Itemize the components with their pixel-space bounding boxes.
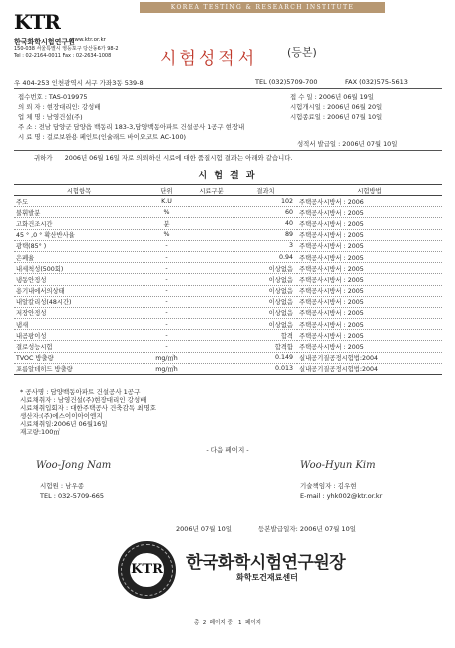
result-item: 불휘발분 bbox=[14, 207, 144, 218]
result-method: 주택공사시방서 : 2005 bbox=[297, 274, 442, 285]
result-item: 45 ° ,0 ° 확산반사율 bbox=[14, 229, 144, 240]
result-item: 고화건조시간 bbox=[14, 218, 144, 229]
test-dates bbox=[290, 92, 440, 122]
results-heading: 시 험 결 과 bbox=[198, 171, 257, 181]
seal-logo-icon: KTR bbox=[130, 553, 164, 587]
document-title: 시험성적서 bbox=[160, 49, 258, 69]
receipt-date: 접 수 일 : 2006년 06월 19일 bbox=[290, 93, 374, 101]
result-unit: - bbox=[144, 307, 189, 318]
result-row bbox=[14, 229, 442, 240]
result-unit: - bbox=[144, 296, 189, 307]
client: 의 뢰 자 : 현장대리인: 강성배 bbox=[18, 103, 101, 111]
test-end-date: 시험종료일 : 2006년 07월 10일 bbox=[290, 113, 383, 121]
next-page-marker: - 다음 페이지 - bbox=[206, 446, 249, 454]
result-item: 결로성능시험 bbox=[14, 341, 144, 352]
result-sample bbox=[189, 240, 234, 251]
result-sample bbox=[189, 263, 234, 274]
results-header-row bbox=[14, 185, 442, 196]
result-item: 주도 bbox=[14, 196, 144, 207]
result-unit: % bbox=[144, 229, 189, 240]
result-method: 주택공사시방서 : 2005 bbox=[297, 229, 442, 240]
result-method: 주택공사시방서 : 2005 bbox=[297, 207, 442, 218]
notes bbox=[20, 388, 156, 436]
result-sample bbox=[189, 307, 234, 318]
result-row bbox=[14, 263, 442, 274]
institute-banner: KOREA TESTING & RESEARCH INSTITUTE bbox=[140, 2, 385, 13]
result-row bbox=[14, 319, 442, 330]
lab-tel: TEL (032)5709-700 bbox=[255, 78, 318, 86]
manager-signature: Woo-Hyun Kim bbox=[300, 460, 376, 471]
result-value: 이상없음 bbox=[234, 285, 297, 296]
result-unit: - bbox=[144, 285, 189, 296]
column-header-unit: 단위 bbox=[144, 185, 189, 196]
result-method: 주택공사시방서 : 2005 bbox=[297, 285, 442, 296]
result-sample bbox=[189, 218, 234, 229]
company-name: 업 체 명 : 남영건설(주) bbox=[18, 113, 83, 121]
result-sample bbox=[189, 196, 234, 207]
result-method: 주택공사시방서 : 2005 bbox=[297, 263, 442, 274]
result-method: 주택공사시방서 : 2006 bbox=[297, 196, 442, 207]
document-title-suffix: (등본) bbox=[287, 46, 317, 59]
result-value: 60 bbox=[234, 207, 297, 218]
result-item: 광택(85° ) bbox=[14, 240, 144, 251]
column-header-item: 시험항목 bbox=[14, 185, 144, 196]
result-unit: - bbox=[144, 263, 189, 274]
result-row bbox=[14, 218, 442, 229]
result-sample bbox=[189, 352, 234, 363]
org-address-line: 150-038 서울특별시 영등포구 당산동6가 98-2 bbox=[14, 46, 119, 52]
result-unit: - bbox=[144, 240, 189, 251]
result-sample bbox=[189, 274, 234, 285]
result-row bbox=[14, 251, 442, 262]
president-title: 한국화학시험연구원장 bbox=[186, 553, 346, 573]
tester-tel: TEL : 032-5709-665 bbox=[40, 492, 105, 500]
result-row bbox=[14, 285, 442, 296]
request-info bbox=[18, 92, 288, 142]
result-item: 냉동안정성 bbox=[14, 274, 144, 285]
result-value: 이상없음 bbox=[234, 296, 297, 307]
result-item: 은폐율 bbox=[14, 251, 144, 262]
tester-signature: Woo-Jong Nam bbox=[36, 460, 112, 471]
result-value: 0.013 bbox=[234, 363, 297, 374]
result-row bbox=[14, 240, 442, 251]
result-row bbox=[14, 307, 442, 318]
center-name: 화학토건재료센터 bbox=[236, 573, 298, 582]
result-method: 주택공사시방서 : 2005 bbox=[297, 319, 442, 330]
result-method: 주택공사시방서 : 2005 bbox=[297, 240, 442, 251]
result-item: 저장안정성 bbox=[14, 307, 144, 318]
result-unit: 분 bbox=[144, 218, 189, 229]
result-unit: - bbox=[144, 341, 189, 352]
sample-name: 시 료 명 : 걸로보완용 페인트(인슐래드 바이오코트 AC-100) bbox=[18, 133, 187, 141]
result-method: 주택공사시방서 : 2005 bbox=[297, 307, 442, 318]
note-line: 시료채취자 : 남영건설(주)현장대리인 강성배 bbox=[20, 396, 147, 404]
result-value: 0.149 bbox=[234, 352, 297, 363]
lab-address: 우 404-253 인천광역시 서구 가좌3동 539-8 bbox=[14, 79, 144, 87]
manager-name: 기술책임자 : 김우현 bbox=[300, 482, 357, 490]
ktr-logo: KTR bbox=[14, 10, 60, 34]
result-sample bbox=[189, 285, 234, 296]
result-sample bbox=[189, 296, 234, 307]
result-sample bbox=[189, 319, 234, 330]
result-row bbox=[14, 296, 442, 307]
test-start-date: 시험개시일 : 2006년 06월 20일 bbox=[290, 103, 383, 111]
note-line: 재고량:100㎡ bbox=[20, 428, 60, 436]
page-count: 총 2 페이지 중 1 페이지 bbox=[194, 620, 261, 626]
note-line: 시료채취입회자 : 대한주택공사 건축감독 최명호 bbox=[20, 404, 157, 412]
info-divider bbox=[14, 150, 442, 151]
column-header-result: 결과치 bbox=[234, 185, 297, 196]
result-sample bbox=[189, 251, 234, 262]
result-method: 실내공기질공정시험법:2004 bbox=[297, 352, 442, 363]
note-line: * 공사명 : 담양백동아파트 건설공사 1공구 bbox=[20, 388, 141, 396]
result-sample bbox=[189, 363, 234, 374]
result-unit: - bbox=[144, 274, 189, 285]
note-line: 시료채취일:2006년 06월16일 bbox=[20, 420, 108, 428]
result-item: 용기내에서의상태 bbox=[14, 285, 144, 296]
result-sample bbox=[189, 341, 234, 352]
result-item: 내알칼리성(48시간) bbox=[14, 296, 144, 307]
footer-date: 2006년 07월 10일 bbox=[176, 525, 233, 533]
result-sample bbox=[189, 229, 234, 240]
tester-name: 시험원 : 남우종 bbox=[40, 482, 84, 490]
result-unit: % bbox=[144, 207, 189, 218]
result-item: 내세척성(500회) bbox=[14, 263, 144, 274]
org-url: www.ktr.or.kr bbox=[70, 37, 106, 43]
result-value: 이상없음 bbox=[234, 319, 297, 330]
result-item: TVOC 방출량 bbox=[14, 352, 144, 363]
lab-fax: FAX (032)575-5613 bbox=[345, 78, 408, 86]
result-sample bbox=[189, 330, 234, 341]
result-value: 89 bbox=[234, 229, 297, 240]
org-name: 한국화학시험연구원 bbox=[14, 38, 75, 46]
result-value: 102 bbox=[234, 196, 297, 207]
result-value: 이상없음 bbox=[234, 307, 297, 318]
results-table bbox=[14, 184, 442, 375]
result-method: 주택공사시방서 : 2005 bbox=[297, 330, 442, 341]
result-row bbox=[14, 341, 442, 352]
column-header-method: 시험방법 bbox=[297, 185, 442, 196]
company-address: 주 소 : 전남 담양군 담양읍 백동리 183-3,담양백동아파트 건설공사 1공구 현장내 bbox=[18, 123, 245, 131]
result-method: 주택공사시방서 : 2005 bbox=[297, 251, 442, 262]
result-unit: - bbox=[144, 330, 189, 341]
result-value: 3 bbox=[234, 240, 297, 251]
result-value: 이상없음 bbox=[234, 263, 297, 274]
header-divider bbox=[14, 88, 442, 89]
result-item: 포름알데히드 방출량 bbox=[14, 363, 144, 374]
copy-issue-date: 등본발급일자: 2006년 07월 10일 bbox=[258, 525, 356, 533]
manager-email: E-mail : yhk002@ktr.or.kr bbox=[300, 492, 383, 500]
org-address-line: Tel : 02-2164-0011 Fax : 02-2634-1008 bbox=[14, 53, 112, 59]
column-header-sample: 시료구분 bbox=[189, 185, 234, 196]
result-unit: mg/㎡h bbox=[144, 363, 189, 374]
result-item: 내곰팡이성 bbox=[14, 330, 144, 341]
result-row bbox=[14, 352, 442, 363]
result-row bbox=[14, 196, 442, 207]
result-value: 0.94 bbox=[234, 251, 297, 262]
result-value: 이상없음 bbox=[234, 274, 297, 285]
result-row bbox=[14, 363, 442, 374]
result-row bbox=[14, 274, 442, 285]
result-value: 합격함 bbox=[234, 341, 297, 352]
report-issue-date: 성적서 발급일 : 2006년 07월 10일 bbox=[297, 140, 398, 148]
result-unit: K.U bbox=[144, 196, 189, 207]
request-sentence: 귀하가 2006년 06월 16일 자로 의뢰하신 시료에 대한 품질시험 결과는 아래와 같습니다. bbox=[34, 154, 293, 162]
org-address bbox=[14, 46, 144, 60]
result-method: 주택공사시방서 : 2005 bbox=[297, 341, 442, 352]
result-method: 주택공사시방서 : 2005 bbox=[297, 218, 442, 229]
note-line: 생산자:(주)에스이이아이엔지 bbox=[20, 412, 103, 420]
result-unit: - bbox=[144, 319, 189, 330]
result-method: 주택공사시방서 : 2005 bbox=[297, 296, 442, 307]
result-sample bbox=[189, 207, 234, 218]
result-row bbox=[14, 330, 442, 341]
result-value: 40 bbox=[234, 218, 297, 229]
result-unit: - bbox=[144, 251, 189, 262]
result-value: 합격 bbox=[234, 330, 297, 341]
receipt-number: 접수번호 : TAS-019975 bbox=[18, 93, 88, 101]
result-method: 실내공기질공정시험법:2004 bbox=[297, 363, 442, 374]
result-row bbox=[14, 207, 442, 218]
result-item: 냄새 bbox=[14, 319, 144, 330]
result-unit: mg/㎡h bbox=[144, 352, 189, 363]
